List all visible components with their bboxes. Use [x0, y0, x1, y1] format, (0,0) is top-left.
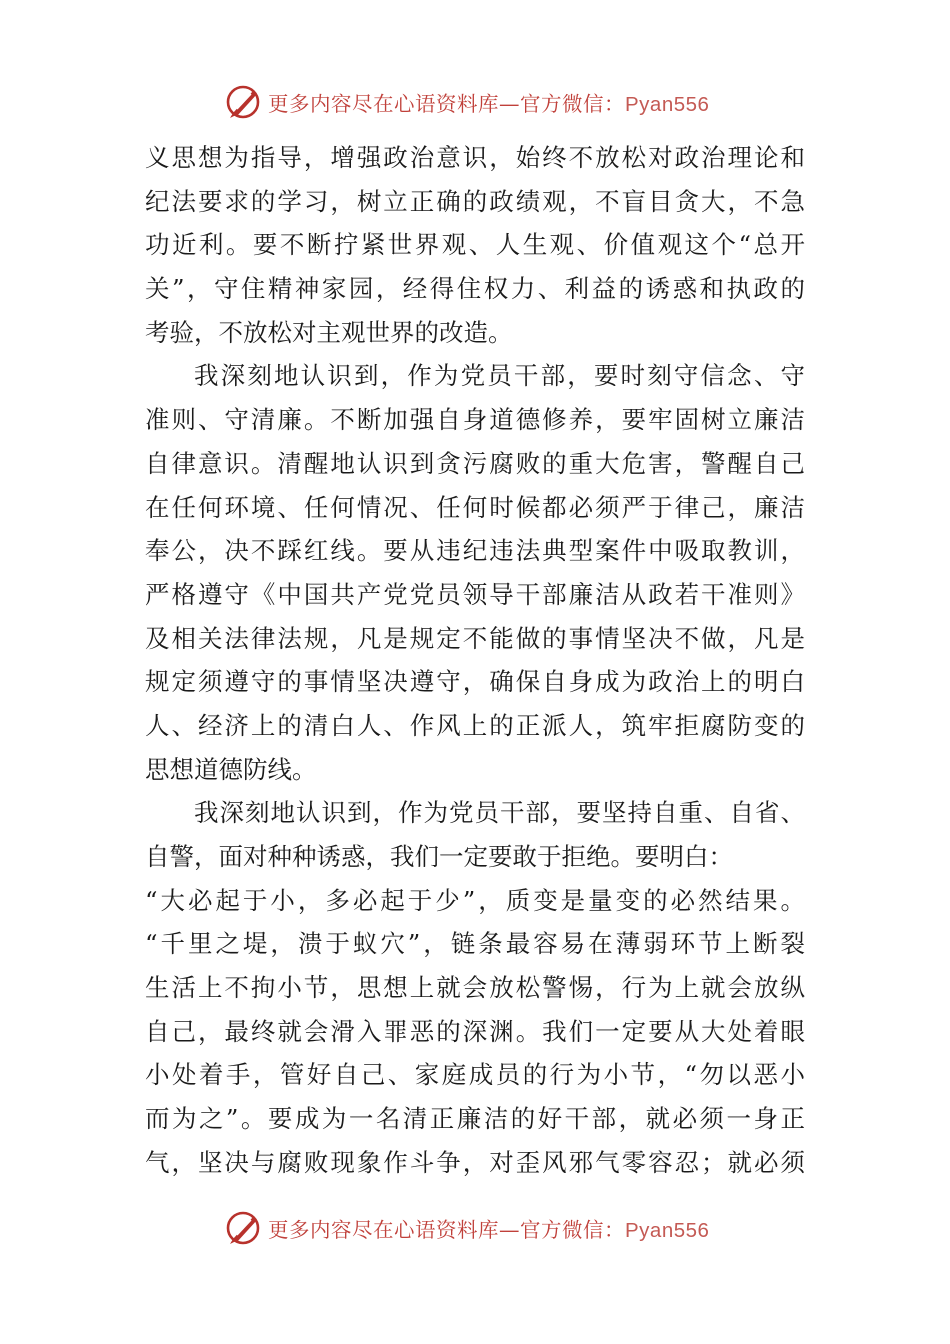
text-line: 自警，面对种种诱惑，我们一定要敢于拒绝。要明白：: [145, 842, 733, 871]
text-line: “千里之堤，溃于蚁穴”，链条最容易在薄弱环节上断裂: [145, 929, 805, 959]
text-line: 义思想为指导，增强政治意识，始终不放松对政治理论和: [145, 143, 805, 172]
text-line: 准则、守清廉。不断加强自身道德修养，要牢固树立廉洁: [145, 405, 805, 435]
text-line: 自己，最终就会滑入罪恶的深渊。我们一定要从大处着眼: [145, 1016, 805, 1046]
footer-banner-text: 更多内容尽在心语资料库—官方微信：Pyan556: [268, 1218, 710, 1242]
text-line: “大必起于小，多必起于少”，质变是量变的必然结果。: [145, 885, 805, 915]
text-line: 自律意识。清醒地认识到贪污腐败的重大危害，警醒自己: [145, 448, 805, 478]
text-line: 考验，不放松对主观世界的改造。: [145, 317, 513, 347]
pen-logo-icon: [224, 1208, 264, 1248]
text-line: 及相关法律法规，凡是规定不能做的事情坚决不做，凡是: [145, 623, 805, 653]
text-line: 规定须遵守的事情坚决遵守，确保自身成为政治上的明白: [145, 667, 805, 697]
text-line: 在任何环境、任何情况、任何时候都必须严于律己，廉洁: [145, 492, 805, 522]
text-line: 人、经济上的清白人、作风上的正派人，筑牢拒腐防变的: [145, 710, 805, 740]
text-line: 思想道德防线。: [145, 754, 317, 784]
header-banner-text: 更多内容尽在心语资料库—官方微信：Pyan556: [268, 92, 710, 116]
text-line: 小处着手，管好自己、家庭成员的行为小节，“勿以恶小: [145, 1060, 805, 1090]
text-line: 而为之”。要成为一名清正廉洁的好干部，就必须一身正: [145, 1104, 805, 1134]
text-line: 奉公，决不踩红线。要从违纪违法典型案件中吸取教训，: [145, 536, 805, 566]
header-banner: [224, 80, 744, 124]
text-line: 功近利。要不断拧紧世界观、人生观、价值观这个“总开: [145, 230, 805, 260]
text-line: 生活上不拘小节，思想上就会放松警惕，行为上就会放纵: [145, 973, 805, 1003]
text-line: 我深刻地认识到，作为党员干部，要时刻守信念、守: [194, 361, 805, 391]
footer-banner: [224, 1206, 744, 1250]
text-line: 纪法要求的学习，树立正确的政绩观，不盲目贪大，不急: [145, 186, 805, 216]
text-line: 关”，守住精神家园，经得住权力、利益的诱惑和执政的: [145, 274, 805, 304]
pen-logo-icon: [224, 82, 264, 122]
document-body: [145, 136, 805, 1185]
text-line: 气，坚决与腐败现象作斗争，对歪风邪气零容忍；就必须: [145, 1147, 805, 1177]
header-wechat-id: Pyan556: [625, 93, 710, 116]
text-line: 我深刻地认识到，作为党员干部，要坚持自重、自省、: [194, 798, 805, 828]
footer-wechat-id: Pyan556: [625, 1219, 710, 1242]
text-line: 严格遵守《中国共产党党员领导干部廉洁从政若干准则》: [145, 579, 805, 609]
